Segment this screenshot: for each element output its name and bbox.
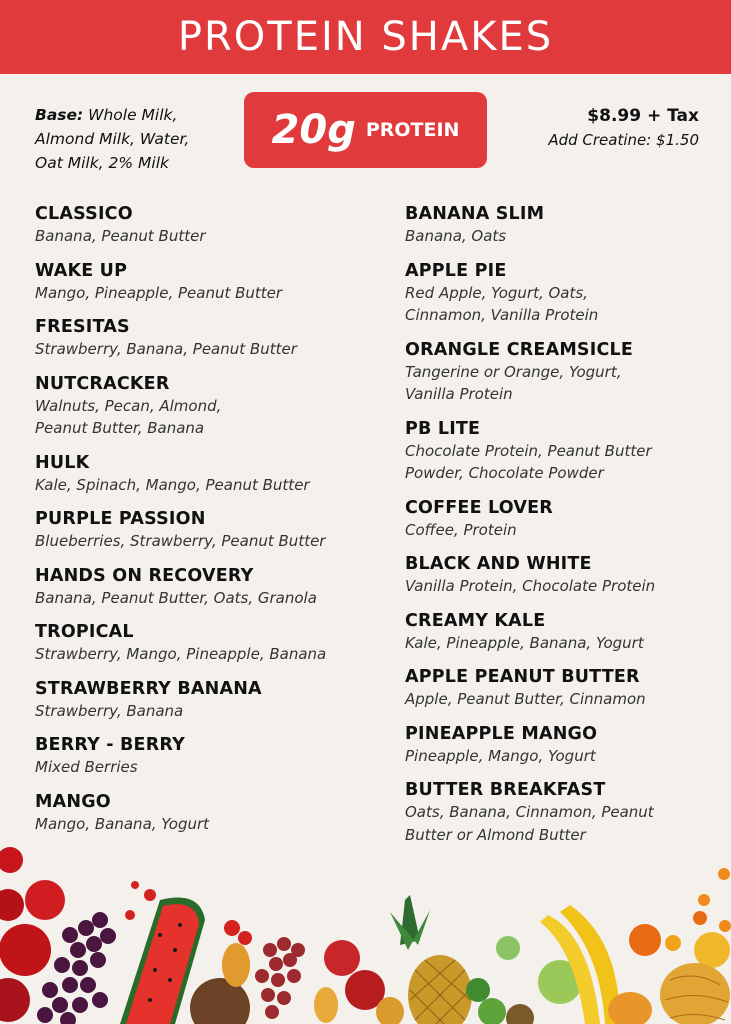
menu-item-name: BLACK AND WHITE xyxy=(405,554,592,574)
menu-item xyxy=(405,418,705,485)
menu-item-name: STRAWBERRY BANANA xyxy=(35,678,262,699)
menu-item-ingredients: Banana, Oats xyxy=(405,227,507,245)
menu-item xyxy=(405,260,705,327)
menu-item xyxy=(35,621,375,666)
menu-item-name: NUTCRACKER xyxy=(35,373,170,394)
menu-item xyxy=(35,508,375,553)
menu-item xyxy=(405,666,705,711)
menu-item-ingredients: Apple, Peanut Butter, Cinnamon xyxy=(405,690,646,708)
menu-item xyxy=(35,316,375,361)
price-text: $8.99 + Tax xyxy=(587,106,699,126)
base-line-2: Almond Milk, Water, xyxy=(35,130,190,148)
menu-item-ingredients: Mango, Banana, Yogurt xyxy=(35,814,210,833)
menu-item xyxy=(35,260,375,305)
menu-item-ingredients: Vanilla Protein, Chocolate Protein xyxy=(405,577,656,595)
menu-item-name: APPLE PIE xyxy=(405,260,507,281)
menu-item-name: FRESITAS xyxy=(35,317,130,337)
menu-item xyxy=(35,678,375,723)
pricing-block xyxy=(548,104,699,152)
protein-badge xyxy=(244,92,487,168)
menu-item-ingredients: Butter or Almond Butter xyxy=(405,825,586,844)
menu-item-ingredients: Tangerine or Orange, Yogurt, xyxy=(405,362,622,381)
menu-item-ingredients: Vanilla Protein xyxy=(405,385,513,403)
base-line-3: Oat Milk, 2% Milk xyxy=(35,154,169,172)
menu-item-ingredients: Strawberry, Banana, Peanut Butter xyxy=(35,340,297,358)
protein-amount: 20g xyxy=(271,107,356,153)
menu-item xyxy=(35,373,375,440)
base-label: Base: xyxy=(35,106,84,124)
menu-item-name: MANGO xyxy=(35,791,111,812)
menu-column-left xyxy=(35,203,375,847)
menu-item-ingredients: Banana, Peanut Butter xyxy=(35,227,206,245)
protein-label: PROTEIN xyxy=(365,119,460,141)
menu-item-name: HANDS ON RECOVERY xyxy=(35,565,254,586)
menu-item-ingredients: Peanut Butter, Banana xyxy=(35,419,205,437)
fruit-illustration xyxy=(0,840,731,1024)
header-banner xyxy=(0,0,731,74)
base-line-1 xyxy=(35,103,235,127)
page-title: PROTEIN SHAKES xyxy=(177,14,554,60)
addon-text: Add Creatine: $1.50 xyxy=(548,131,699,149)
menu-item xyxy=(35,203,375,248)
menu-item-name: BANANA SLIM xyxy=(405,204,545,224)
menu-item xyxy=(35,734,375,779)
fruit-decoration xyxy=(0,840,731,1024)
menu-item xyxy=(35,452,375,497)
menu-item xyxy=(405,779,705,846)
menu-column-right xyxy=(405,203,705,858)
menu-item-ingredients: Banana, Peanut Butter, Oats, Granola xyxy=(35,588,317,607)
menu-item-ingredients: Chocolate Protein, Peanut Butter xyxy=(405,441,652,460)
menu-item-name: BUTTER BREAKFAST xyxy=(405,780,606,800)
menu-item-ingredients: Red Apple, Yogurt, Oats, xyxy=(405,283,588,302)
menu-item xyxy=(405,339,705,406)
menu-item-ingredients: Pineapple, Mango, Yogurt xyxy=(405,746,596,765)
menu-item-name: ORANGLE CREAMSICLE xyxy=(405,339,633,360)
base-options xyxy=(35,103,235,175)
menu-item xyxy=(405,203,705,248)
menu-item-ingredients: Oats, Banana, Cinnamon, Peanut xyxy=(405,803,654,821)
menu-item xyxy=(405,497,705,542)
menu-item-name: TROPICAL xyxy=(35,622,134,642)
menu-item-name: PURPLE PASSION xyxy=(35,509,206,529)
menu-item xyxy=(405,610,705,655)
menu-item xyxy=(35,565,375,610)
menu-item-name: HULK xyxy=(35,452,90,473)
menu-item-name: WAKE UP xyxy=(35,260,128,281)
menu-item-name: CLASSICO xyxy=(35,204,133,224)
menu-item-ingredients: Mango, Pineapple, Peanut Butter xyxy=(35,283,283,302)
menu-item-ingredients: Blueberries, Strawberry, Peanut Butter xyxy=(35,532,326,550)
menu-item-ingredients: Kale, Spinach, Mango, Peanut Butter xyxy=(35,475,310,494)
menu-item-name: BERRY - BERRY xyxy=(35,735,185,755)
menu-item-name: CREAMY KALE xyxy=(405,610,546,631)
menu-item-ingredients: Strawberry, Banana xyxy=(35,701,184,720)
menu-item-ingredients: Strawberry, Mango, Pineapple, Banana xyxy=(35,645,327,663)
menu-item-name: COFFEE LOVER xyxy=(405,497,553,518)
menu-item-name: APPLE PEANUT BUTTER xyxy=(405,667,640,687)
menu-item-ingredients: Coffee, Protein xyxy=(405,520,517,539)
menu-item-ingredients: Powder, Chocolate Powder xyxy=(405,464,604,482)
menu-item-ingredients: Mixed Berries xyxy=(35,758,138,776)
base-option-text: Whole Milk, xyxy=(83,106,178,124)
menu-item-ingredients: Cinnamon, Vanilla Protein xyxy=(405,306,599,324)
menu-item-ingredients: Walnuts, Pecan, Almond, xyxy=(35,396,222,415)
menu-item-name: PINEAPPLE MANGO xyxy=(405,723,598,744)
menu-item xyxy=(35,791,375,836)
menu-item xyxy=(405,723,705,768)
menu-item-ingredients: Kale, Pineapple, Banana, Yogurt xyxy=(405,633,644,652)
menu-item xyxy=(405,553,705,598)
menu-item-name: PB LITE xyxy=(405,418,481,439)
